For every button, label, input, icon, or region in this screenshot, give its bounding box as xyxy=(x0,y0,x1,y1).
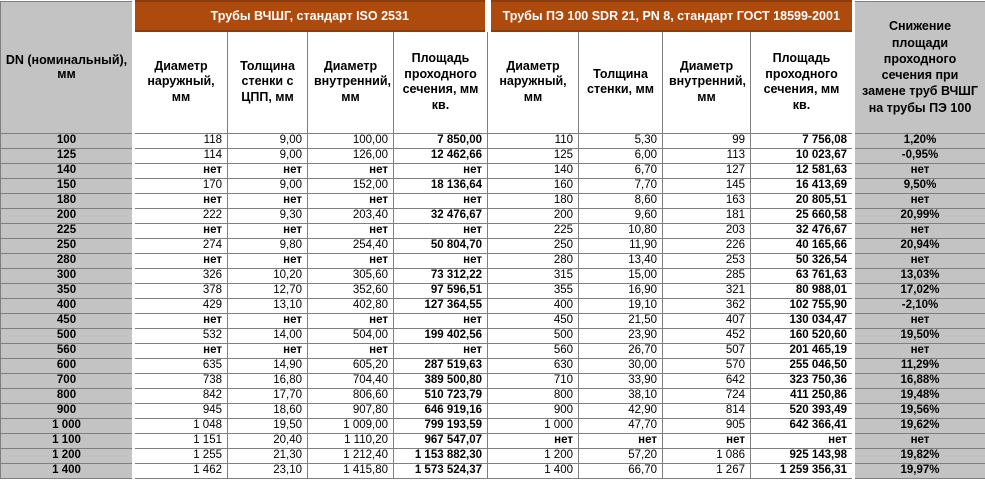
cell-dn: 1 000 xyxy=(1,418,134,433)
cell-vchshg-3: 50 804,70 xyxy=(394,238,488,253)
cell-vchshg-3: 510 723,79 xyxy=(394,388,488,403)
cell-pe-0: 500 xyxy=(488,328,579,343)
table-row xyxy=(1,463,985,478)
header-vchshg-wall-thickness: Толщина стенки с ЦПП, мм xyxy=(228,31,308,133)
cell-reduction: 19,82% xyxy=(854,448,985,463)
cell-vchshg-0: 326 xyxy=(134,268,228,283)
cell-vchshg-0: 429 xyxy=(134,298,228,313)
cell-pe-3: 925 143,98 xyxy=(751,448,854,463)
cell-pe-0: 710 xyxy=(488,373,579,388)
cell-pe-3: 10 023,67 xyxy=(751,148,854,163)
cell-dn: 560 xyxy=(1,343,134,358)
cell-vchshg-2: нет xyxy=(308,163,394,178)
cell-vchshg-0: нет xyxy=(134,343,228,358)
cell-pe-0: 900 xyxy=(488,403,579,418)
cell-dn: 100 xyxy=(1,133,134,148)
cell-vchshg-0: нет xyxy=(134,193,228,208)
cell-pe-0: 280 xyxy=(488,253,579,268)
cell-dn: 150 xyxy=(1,178,134,193)
cell-pe-0: 1 200 xyxy=(488,448,579,463)
cell-pe-1: 11,90 xyxy=(579,238,663,253)
cell-pe-2: 321 xyxy=(663,283,751,298)
cell-pe-2: 570 xyxy=(663,358,751,373)
cell-pe-3: 130 034,47 xyxy=(751,313,854,328)
cell-reduction: нет xyxy=(854,343,985,358)
table-row xyxy=(1,418,985,433)
cell-vchshg-0: 222 xyxy=(134,208,228,223)
cell-vchshg-2: нет xyxy=(308,193,394,208)
cell-vchshg-0: 532 xyxy=(134,328,228,343)
cell-pe-0: 450 xyxy=(488,313,579,328)
cell-vchshg-2: 305,60 xyxy=(308,268,394,283)
cell-dn: 350 xyxy=(1,283,134,298)
cell-pe-3: 7 756,08 xyxy=(751,133,854,148)
cell-reduction: 19,97% xyxy=(854,463,985,478)
cell-pe-3: 16 413,69 xyxy=(751,178,854,193)
header-vchshg-inner-diameter: Диаметр внутренний, мм xyxy=(308,31,394,133)
cell-pe-3: 201 465,19 xyxy=(751,343,854,358)
cell-vchshg-2: 1 110,20 xyxy=(308,433,394,448)
table-row xyxy=(1,403,985,418)
cell-vchshg-0: 738 xyxy=(134,373,228,388)
cell-vchshg-0: 842 xyxy=(134,388,228,403)
cell-vchshg-1: 9,00 xyxy=(228,133,308,148)
cell-vchshg-2: 203,40 xyxy=(308,208,394,223)
cell-pe-2: 1 086 xyxy=(663,448,751,463)
table-row xyxy=(1,133,985,148)
cell-reduction: 17,02% xyxy=(854,283,985,298)
cell-pe-1: 10,80 xyxy=(579,223,663,238)
cell-vchshg-0: 118 xyxy=(134,133,228,148)
cell-pe-3: 20 805,51 xyxy=(751,193,854,208)
cell-pe-0: 355 xyxy=(488,283,579,298)
cell-vchshg-0: нет xyxy=(134,313,228,328)
cell-pe-2: 145 xyxy=(663,178,751,193)
subheader-row xyxy=(1,31,985,133)
cell-vchshg-2: 254,40 xyxy=(308,238,394,253)
header-vchshg-outer-diameter: Диаметр наружный, мм xyxy=(134,31,228,133)
cell-vchshg-3: 967 547,07 xyxy=(394,433,488,448)
cell-pe-2: 226 xyxy=(663,238,751,253)
cell-pe-2: 407 xyxy=(663,313,751,328)
cell-pe-2: 285 xyxy=(663,268,751,283)
cell-dn: 500 xyxy=(1,328,134,343)
table-row xyxy=(1,448,985,463)
cell-reduction: 19,62% xyxy=(854,418,985,433)
cell-vchshg-2: 1 009,00 xyxy=(308,418,394,433)
table-row xyxy=(1,148,985,163)
cell-pe-1: 15,00 xyxy=(579,268,663,283)
cell-dn: 450 xyxy=(1,313,134,328)
cell-pe-0: нет xyxy=(488,433,579,448)
table-row xyxy=(1,373,985,388)
cell-vchshg-0: 1 462 xyxy=(134,463,228,478)
cell-pe-2: 905 xyxy=(663,418,751,433)
cell-pe-3: 255 046,50 xyxy=(751,358,854,373)
cell-reduction: 11,29% xyxy=(854,358,985,373)
cell-vchshg-1: 17,70 xyxy=(228,388,308,403)
cell-vchshg-2: 806,60 xyxy=(308,388,394,403)
cell-pe-2: 452 xyxy=(663,328,751,343)
cell-vchshg-1: 12,70 xyxy=(228,283,308,298)
cell-dn: 200 xyxy=(1,208,134,223)
cell-pe-0: 160 xyxy=(488,178,579,193)
cell-pe-0: 125 xyxy=(488,148,579,163)
cell-vchshg-1: нет xyxy=(228,163,308,178)
cell-pe-3: 1 259 356,31 xyxy=(751,463,854,478)
cell-pe-1: 66,70 xyxy=(579,463,663,478)
cell-pe-1: 42,90 xyxy=(579,403,663,418)
cell-vchshg-1: 18,60 xyxy=(228,403,308,418)
cell-vchshg-2: нет xyxy=(308,313,394,328)
cell-dn: 1 400 xyxy=(1,463,134,478)
cell-pe-1: 30,00 xyxy=(579,358,663,373)
cell-vchshg-0: 114 xyxy=(134,148,228,163)
cell-pe-2: 642 xyxy=(663,373,751,388)
cell-pe-0: 110 xyxy=(488,133,579,148)
cell-pe-1: 33,90 xyxy=(579,373,663,388)
cell-vchshg-1: 16,80 xyxy=(228,373,308,388)
cell-pe-1: 7,70 xyxy=(579,178,663,193)
cell-pe-1: 57,20 xyxy=(579,448,663,463)
cell-pe-1: 5,30 xyxy=(579,133,663,148)
table-row xyxy=(1,283,985,298)
cell-vchshg-1: 13,10 xyxy=(228,298,308,313)
cell-vchshg-3: 287 519,63 xyxy=(394,358,488,373)
cell-reduction: 9,50% xyxy=(854,178,985,193)
cell-vchshg-3: 7 850,00 xyxy=(394,133,488,148)
cell-reduction: 16,88% xyxy=(854,373,985,388)
cell-dn: 400 xyxy=(1,298,134,313)
cell-vchshg-1: 9,00 xyxy=(228,148,308,163)
header-dn: DN (номинальный), мм xyxy=(1,1,134,133)
cell-vchshg-0: нет xyxy=(134,253,228,268)
cell-vchshg-1: 21,30 xyxy=(228,448,308,463)
cell-reduction: 20,99% xyxy=(854,208,985,223)
table-row xyxy=(1,208,985,223)
cell-vchshg-0: 945 xyxy=(134,403,228,418)
cell-dn: 250 xyxy=(1,238,134,253)
cell-pe-3: 40 165,66 xyxy=(751,238,854,253)
cell-vchshg-1: 9,80 xyxy=(228,238,308,253)
cell-vchshg-2: нет xyxy=(308,253,394,268)
cell-vchshg-1: 14,90 xyxy=(228,358,308,373)
cell-pe-0: 1 400 xyxy=(488,463,579,478)
cell-dn: 900 xyxy=(1,403,134,418)
cell-vchshg-1: нет xyxy=(228,313,308,328)
cell-pe-1: 23,90 xyxy=(579,328,663,343)
cell-reduction: -2,10% xyxy=(854,298,985,313)
cell-pe-0: 200 xyxy=(488,208,579,223)
cell-vchshg-1: 20,40 xyxy=(228,433,308,448)
cell-pe-3: 12 581,63 xyxy=(751,163,854,178)
header-pe-flow-area: Площадь проходного сечения, мм кв. xyxy=(751,31,854,133)
cell-pe-1: 8,60 xyxy=(579,193,663,208)
cell-pe-0: 630 xyxy=(488,358,579,373)
header-vchshg-flow-area: Площадь проходного сечения, мм кв. xyxy=(394,31,488,133)
cell-pe-3: 160 520,60 xyxy=(751,328,854,343)
cell-pe-0: 180 xyxy=(488,193,579,208)
cell-pe-2: 253 xyxy=(663,253,751,268)
table-row xyxy=(1,358,985,373)
cell-pe-2: 163 xyxy=(663,193,751,208)
cell-vchshg-2: нет xyxy=(308,343,394,358)
cell-reduction: нет xyxy=(854,163,985,178)
cell-vchshg-3: 1 153 882,30 xyxy=(394,448,488,463)
cell-vchshg-3: 199 402,56 xyxy=(394,328,488,343)
cell-reduction: 13,03% xyxy=(854,268,985,283)
cell-vchshg-0: нет xyxy=(134,163,228,178)
cell-reduction: нет xyxy=(854,223,985,238)
cell-pe-0: 250 xyxy=(488,238,579,253)
table-row xyxy=(1,178,985,193)
cell-vchshg-1: 23,10 xyxy=(228,463,308,478)
band-pe: Трубы ПЭ 100 SDR 21, PN 8, стандарт ГОСТ 18599-2001 xyxy=(488,1,854,31)
cell-pe-1: 47,70 xyxy=(579,418,663,433)
cell-pe-3: нет xyxy=(751,433,854,448)
cell-vchshg-2: 352,60 xyxy=(308,283,394,298)
table-row xyxy=(1,163,985,178)
header-pe-outer-diameter: Диаметр наружный, мм xyxy=(488,31,579,133)
cell-pe-3: 25 660,58 xyxy=(751,208,854,223)
cell-pe-0: 400 xyxy=(488,298,579,313)
header-reduction: Снижение площади проходного сечения при замене труб ВЧШГ на трубы ПЭ 100 xyxy=(854,1,985,133)
cell-pe-1: 6,70 xyxy=(579,163,663,178)
table-row xyxy=(1,313,985,328)
band-vchshg: Трубы ВЧШГ, стандарт ISO 2531 xyxy=(134,1,488,31)
cell-pe-1: 38,10 xyxy=(579,388,663,403)
cell-dn: 1 100 xyxy=(1,433,134,448)
cell-reduction: нет xyxy=(854,313,985,328)
cell-pe-3: 642 366,41 xyxy=(751,418,854,433)
cell-vchshg-0: 1 048 xyxy=(134,418,228,433)
cell-pe-2: 724 xyxy=(663,388,751,403)
cell-vchshg-0: нет xyxy=(134,223,228,238)
cell-dn: 140 xyxy=(1,163,134,178)
cell-reduction: нет xyxy=(854,253,985,268)
cell-pe-2: нет xyxy=(663,433,751,448)
cell-vchshg-0: 170 xyxy=(134,178,228,193)
cell-reduction: 20,94% xyxy=(854,238,985,253)
cell-vchshg-3: нет xyxy=(394,223,488,238)
cell-pe-3: 411 250,86 xyxy=(751,388,854,403)
cell-pe-2: 99 xyxy=(663,133,751,148)
cell-pe-0: 225 xyxy=(488,223,579,238)
table-row xyxy=(1,268,985,283)
table-row xyxy=(1,343,985,358)
cell-pe-3: 80 988,01 xyxy=(751,283,854,298)
cell-pe-0: 1 000 xyxy=(488,418,579,433)
cell-vchshg-2: 605,20 xyxy=(308,358,394,373)
cell-vchshg-1: нет xyxy=(228,193,308,208)
cell-vchshg-2: 126,00 xyxy=(308,148,394,163)
cell-vchshg-3: нет xyxy=(394,193,488,208)
cell-vchshg-3: 799 193,59 xyxy=(394,418,488,433)
cell-vchshg-1: 10,20 xyxy=(228,268,308,283)
cell-vchshg-2: 1 212,40 xyxy=(308,448,394,463)
cell-dn: 180 xyxy=(1,193,134,208)
cell-vchshg-3: 18 136,64 xyxy=(394,178,488,193)
cell-vchshg-3: 97 596,51 xyxy=(394,283,488,298)
cell-pe-0: 560 xyxy=(488,343,579,358)
cell-pe-2: 1 267 xyxy=(663,463,751,478)
cell-reduction: нет xyxy=(854,193,985,208)
cell-dn: 280 xyxy=(1,253,134,268)
cell-vchshg-2: 402,80 xyxy=(308,298,394,313)
cell-dn: 700 xyxy=(1,373,134,388)
cell-vchshg-2: 704,40 xyxy=(308,373,394,388)
cell-pe-2: 362 xyxy=(663,298,751,313)
cell-pe-3: 520 393,49 xyxy=(751,403,854,418)
header-pe-wall-thickness: Толщина стенки, мм xyxy=(579,31,663,133)
cell-dn: 1 200 xyxy=(1,448,134,463)
table-row xyxy=(1,223,985,238)
cell-pe-0: 315 xyxy=(488,268,579,283)
cell-vchshg-2: 504,00 xyxy=(308,328,394,343)
table-body xyxy=(1,133,985,478)
cell-reduction: 19,50% xyxy=(854,328,985,343)
cell-pe-1: 21,50 xyxy=(579,313,663,328)
cell-vchshg-3: 12 462,66 xyxy=(394,148,488,163)
cell-vchshg-1: нет xyxy=(228,343,308,358)
cell-pe-2: 181 xyxy=(663,208,751,223)
header-pe-inner-diameter: Диаметр внутренний, мм xyxy=(663,31,751,133)
cell-vchshg-1: 14,00 xyxy=(228,328,308,343)
cell-reduction: 19,56% xyxy=(854,403,985,418)
cell-pe-3: 102 755,90 xyxy=(751,298,854,313)
table-row xyxy=(1,388,985,403)
cell-vchshg-0: 1 255 xyxy=(134,448,228,463)
cell-vchshg-3: нет xyxy=(394,343,488,358)
cell-vchshg-2: нет xyxy=(308,223,394,238)
cell-dn: 800 xyxy=(1,388,134,403)
cell-dn: 225 xyxy=(1,223,134,238)
cell-vchshg-3: 73 312,22 xyxy=(394,268,488,283)
cell-vchshg-2: 907,80 xyxy=(308,403,394,418)
table-row xyxy=(1,298,985,313)
cell-dn: 600 xyxy=(1,358,134,373)
cell-vchshg-3: 127 364,55 xyxy=(394,298,488,313)
band-row xyxy=(1,1,985,31)
cell-pe-3: 32 476,67 xyxy=(751,223,854,238)
cell-pe-3: 63 761,63 xyxy=(751,268,854,283)
cell-vchshg-3: нет xyxy=(394,253,488,268)
cell-pe-1: 6,00 xyxy=(579,148,663,163)
cell-vchshg-1: нет xyxy=(228,253,308,268)
cell-reduction: нет xyxy=(854,433,985,448)
cell-vchshg-3: нет xyxy=(394,163,488,178)
table-row xyxy=(1,433,985,448)
cell-vchshg-3: 1 573 524,37 xyxy=(394,463,488,478)
cell-pe-1: 26,70 xyxy=(579,343,663,358)
cell-vchshg-3: нет xyxy=(394,313,488,328)
cell-pe-0: 140 xyxy=(488,163,579,178)
cell-pe-0: 800 xyxy=(488,388,579,403)
cell-pe-1: 9,60 xyxy=(579,208,663,223)
cell-vchshg-3: 646 919,16 xyxy=(394,403,488,418)
table-row xyxy=(1,238,985,253)
cell-pe-1: 19,10 xyxy=(579,298,663,313)
cell-vchshg-1: 9,30 xyxy=(228,208,308,223)
table-row xyxy=(1,328,985,343)
cell-reduction: 19,48% xyxy=(854,388,985,403)
cell-vchshg-3: 32 476,67 xyxy=(394,208,488,223)
cell-pe-2: 814 xyxy=(663,403,751,418)
cell-vchshg-3: 389 500,80 xyxy=(394,373,488,388)
cell-vchshg-0: 635 xyxy=(134,358,228,373)
cell-vchshg-0: 274 xyxy=(134,238,228,253)
cell-pe-1: 16,90 xyxy=(579,283,663,298)
cell-vchshg-0: 378 xyxy=(134,283,228,298)
table-row xyxy=(1,253,985,268)
cell-vchshg-2: 1 415,80 xyxy=(308,463,394,478)
cell-vchshg-0: 1 151 xyxy=(134,433,228,448)
cell-dn: 300 xyxy=(1,268,134,283)
cell-pe-1: нет xyxy=(579,433,663,448)
cell-dn: 125 xyxy=(1,148,134,163)
cell-reduction: 1,20% xyxy=(854,133,985,148)
cell-pe-3: 323 750,36 xyxy=(751,373,854,388)
cell-vchshg-1: нет xyxy=(228,223,308,238)
cell-pe-1: 13,40 xyxy=(579,253,663,268)
cell-pe-3: 50 326,54 xyxy=(751,253,854,268)
cell-pe-2: 127 xyxy=(663,163,751,178)
cell-pe-2: 113 xyxy=(663,148,751,163)
cell-pe-2: 507 xyxy=(663,343,751,358)
table-row xyxy=(1,193,985,208)
cell-vchshg-1: 19,50 xyxy=(228,418,308,433)
cell-vchshg-1: 9,00 xyxy=(228,178,308,193)
cell-vchshg-2: 100,00 xyxy=(308,133,394,148)
cell-pe-2: 203 xyxy=(663,223,751,238)
cell-reduction: -0,95% xyxy=(854,148,985,163)
cell-vchshg-2: 152,00 xyxy=(308,178,394,193)
